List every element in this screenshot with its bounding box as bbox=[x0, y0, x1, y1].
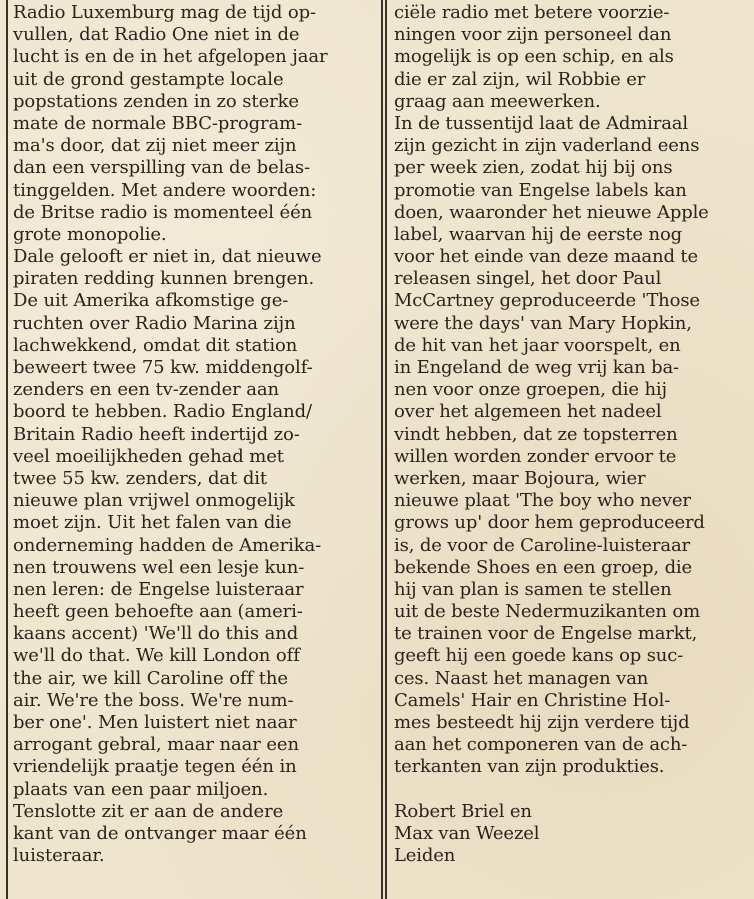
paragraph-gap bbox=[394, 779, 750, 801]
text-line: mes besteedt hij zijn verdere tijd bbox=[394, 712, 690, 733]
text-line: uit de beste Nedermuzikanten om bbox=[394, 601, 700, 623]
text-line: twee 55 kw. zenders, dat dit bbox=[13, 467, 268, 489]
text-line: uit de grond gestampte locale bbox=[13, 68, 284, 90]
text-line: aan het componeren van de ach- bbox=[394, 734, 688, 756]
text-line: luisteraar. bbox=[13, 845, 105, 867]
text-line: nen voor onze groepen, die hij bbox=[394, 379, 667, 401]
text-line: willen worden zonder ervoor te bbox=[394, 445, 677, 467]
text-line: graag aan meewerken. bbox=[394, 90, 601, 112]
left-border-rule bbox=[6, 0, 8, 899]
text-line: McCartney geproduceerde 'Those bbox=[394, 290, 700, 312]
text-line: ces. Naast het managen van bbox=[394, 667, 649, 689]
text-line: Camels' Hair en Christine Hol- bbox=[394, 689, 671, 711]
text-line: bekende Shoes en een groep, die bbox=[394, 556, 693, 578]
text-line: doen, waaronder het nieuwe Apple bbox=[394, 201, 709, 223]
text-line: geeft hij een goede kans op suc- bbox=[394, 645, 684, 667]
text-line: ruchten over Radio Marina zijn bbox=[13, 312, 296, 334]
text-line: label, waarvan hij de eerste nog bbox=[394, 223, 683, 245]
text-line: per week zien, zodat hij bij ons bbox=[394, 157, 673, 179]
text-line: Radio Luxemburg mag de tijd op- bbox=[13, 2, 317, 23]
text-line: ningen voor zijn personeel dan bbox=[394, 24, 672, 46]
text-line: In de tussentijd laat de Admiraal bbox=[394, 112, 688, 134]
text-line: in Engeland de weg vrij kan ba- bbox=[394, 357, 679, 378]
text-line: nen leren: de Engelse luisteraar bbox=[13, 578, 304, 600]
text-line: Dale gelooft er niet in, dat nieuwe bbox=[13, 246, 322, 268]
text-line: releasen singel, het door Paul bbox=[394, 268, 662, 290]
text-line: De uit Amerika afkomstige ge- bbox=[13, 290, 289, 312]
text-line: zijn gezicht in zijn vaderland eens bbox=[394, 135, 700, 157]
text-line: lachwekkend, omdat dit station bbox=[13, 334, 298, 356]
text-line: beweert twee 75 kw. middengolf- bbox=[13, 357, 313, 378]
signature-line: Leiden bbox=[394, 845, 456, 867]
text-line: is, de voor de Caroline-luisteraar bbox=[394, 534, 690, 556]
text-line: hij van plan is samen te stellen bbox=[394, 578, 672, 600]
text-line: boord te hebben. Radio England/ bbox=[13, 401, 312, 423]
text-line: nen trouwens wel een lesje kun- bbox=[13, 556, 305, 578]
text-line: dan een verspilling van de belas- bbox=[13, 157, 311, 179]
article-column-right bbox=[394, 2, 750, 867]
article-column-left bbox=[13, 2, 379, 867]
text-line: mogelijk is op een schip, en als bbox=[394, 46, 674, 68]
text-line: piraten redding kunnen brengen. bbox=[13, 268, 315, 290]
text-line: nieuwe plan vrijwel onmogelijk bbox=[13, 490, 295, 512]
text-line: ber one'. Men luistert niet naar bbox=[13, 712, 297, 733]
text-line: the air, we kill Caroline off the bbox=[13, 667, 288, 689]
text-line: die er zal zijn, wil Robbie er bbox=[394, 68, 646, 90]
author-signature bbox=[394, 801, 750, 868]
text-line: de Britse radio is momenteel één bbox=[13, 201, 313, 223]
signature-line: Robert Briel en bbox=[394, 800, 532, 822]
text-line: we'll do that. We kill London off bbox=[13, 645, 300, 667]
text-line: onderneming hadden de Amerika- bbox=[13, 534, 322, 556]
text-line: moet zijn. Uit het falen van die bbox=[13, 512, 292, 534]
text-line: lucht is en de in het afgelopen jaar bbox=[13, 46, 328, 68]
text-line: Britain Radio heeft indertijd zo- bbox=[13, 423, 300, 445]
text-line: were the days' van Mary Hopkin, bbox=[394, 312, 692, 334]
text-line: terkanten van zijn produkties. bbox=[394, 756, 665, 778]
text-line: te trainen voor de Engelse markt, bbox=[394, 623, 698, 645]
text-line: nieuwe plaat 'The boy who never bbox=[394, 490, 691, 512]
text-line: plaats van een paar miljoen. bbox=[13, 778, 269, 800]
text-line: arrogant gebral, maar naar een bbox=[13, 734, 299, 756]
text-line: Tenslotte zit er aan de andere bbox=[13, 800, 284, 822]
text-line: kant van de ontvanger maar één bbox=[13, 822, 307, 844]
text-line: vullen, dat Radio One niet in de bbox=[13, 24, 300, 46]
text-line: zenders en een tv-zender aan bbox=[13, 379, 280, 401]
text-line: mate de normale BBC-program- bbox=[13, 112, 303, 134]
text-line: de hit van het jaar voorspelt, en bbox=[394, 334, 681, 356]
text-line: grote monopolie. bbox=[13, 223, 167, 245]
text-line: over het algemeen het nadeel bbox=[394, 401, 662, 423]
text-line: ciële radio met betere voorzie- bbox=[394, 2, 670, 23]
text-line: veel moeilijkheden gehad met bbox=[13, 445, 284, 467]
column-divider-rule bbox=[381, 0, 387, 899]
text-line: ma's door, dat zij niet meer zijn bbox=[13, 135, 297, 157]
text-line: tinggelden. Met andere woorden: bbox=[13, 179, 317, 201]
text-line: heeft geen behoefte aan (ameri- bbox=[13, 601, 303, 623]
text-line: grows up' door hem geproduceerd bbox=[394, 512, 705, 534]
text-line: kaans accent) 'We'll do this and bbox=[13, 623, 299, 645]
text-line: werken, maar Bojoura, wier bbox=[394, 467, 646, 489]
text-line: air. We're the boss. We're num- bbox=[13, 689, 294, 711]
text-line: vriendelijk praatje tegen één in bbox=[13, 756, 297, 778]
text-line: promotie van Engelse labels kan bbox=[394, 179, 687, 201]
signature-line: Max van Weezel bbox=[394, 822, 540, 844]
text-line: voor het einde van deze maand te bbox=[394, 246, 698, 268]
text-line: popstations zenden in zo sterke bbox=[13, 90, 299, 112]
text-line: vindt hebben, dat ze topsterren bbox=[394, 423, 678, 445]
